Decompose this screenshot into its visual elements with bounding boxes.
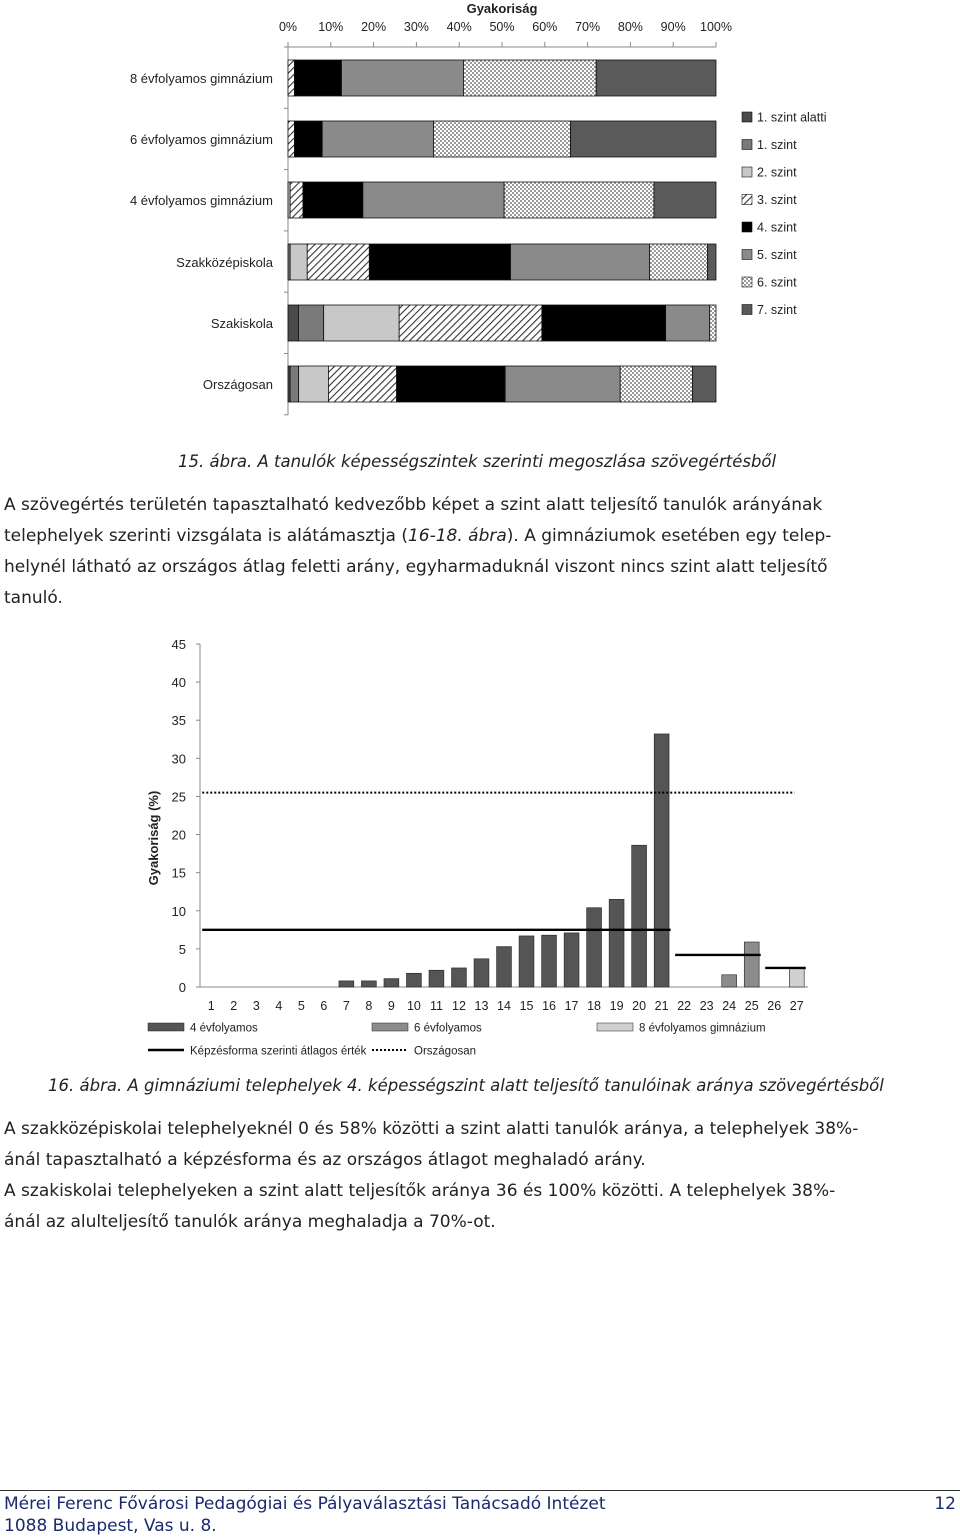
legend-swatch	[148, 1023, 184, 1031]
bar-segment	[307, 244, 369, 280]
y-tick-label: 30	[171, 751, 186, 767]
figure-15-caption: 15. ábra. A tanulók képességszintek szerinti megoszlása szövegértésből	[178, 452, 777, 471]
bar-segment	[504, 182, 654, 218]
bar	[722, 975, 737, 987]
bar-segment	[369, 244, 510, 280]
x-tick-label: 8	[365, 999, 373, 1013]
bar-segment	[693, 366, 716, 402]
paragraph-line: ánál tapasztalható a képzésforma és az országos átlagot meghaladó arány.	[4, 1150, 646, 1170]
bar	[452, 968, 467, 987]
category-label: 8 évfolyamos gimnázium	[129, 71, 273, 86]
legend-label: 4 évfolyamos	[190, 1022, 258, 1035]
page-number: 12	[934, 1494, 956, 1514]
x-tick-label: 80%	[617, 20, 643, 34]
bar	[564, 933, 579, 987]
x-tick-label: 14	[497, 999, 511, 1013]
x-tick-label: 10	[406, 999, 421, 1013]
bar-segment	[463, 60, 596, 96]
x-tick-label: 0%	[278, 20, 298, 34]
legend-swatch	[742, 277, 752, 287]
legend-label: 6 évfolyamos	[414, 1022, 482, 1035]
legend-label: 1. szint alatti	[757, 110, 827, 125]
paragraph-szakkozepiskola	[4, 1114, 956, 1176]
x-tick-label: 16	[542, 999, 556, 1013]
bar-segment	[288, 305, 298, 341]
bar-segment	[596, 60, 716, 96]
bar-segment	[294, 121, 322, 157]
x-tick-label: 23	[699, 999, 714, 1013]
bar-segment	[505, 366, 620, 402]
x-tick-label: 17	[564, 999, 579, 1013]
bar-segment	[298, 305, 323, 341]
bar	[654, 734, 669, 987]
x-tick-label: 6	[320, 999, 328, 1013]
paragraph-line: tanuló.	[4, 588, 63, 608]
x-tick-label: 24	[722, 999, 737, 1013]
x-tick-label: 25	[744, 999, 759, 1013]
x-tick-label: 70%	[575, 20, 601, 34]
bar-segment	[322, 121, 433, 157]
legend-swatch	[597, 1023, 633, 1031]
x-tick-label: 90%	[660, 20, 686, 34]
bar-segment	[288, 60, 294, 96]
bar-segment	[650, 244, 708, 280]
bar	[587, 908, 602, 987]
category-label: Országosan	[202, 377, 273, 392]
category-label: Szakközépiskola	[176, 255, 273, 270]
category-label: Szakiskola	[210, 316, 273, 331]
bar-segment	[666, 305, 710, 341]
bar	[744, 942, 759, 987]
y-tick-label: 20	[171, 827, 186, 843]
bar	[542, 935, 557, 987]
bar	[384, 979, 399, 987]
bar	[632, 845, 647, 987]
paragraph-line: ). A gimnáziumok esetében egy telep-	[506, 526, 832, 546]
bar	[406, 973, 421, 987]
bar	[789, 968, 804, 987]
y-tick-label: 5	[178, 941, 186, 957]
y-tick-label: 25	[171, 789, 186, 805]
x-tick-label: 18	[587, 999, 602, 1013]
paragraph-line: helynél látható az országos átlag feletti arány, egyharmaduknál viszont nincs szint alatt teljesítő	[4, 557, 828, 577]
legend-label: 3. szint	[757, 193, 797, 207]
x-tick-label: 5	[297, 999, 305, 1013]
legend-label: 1. szint	[757, 138, 797, 152]
x-tick-label: 1	[207, 999, 215, 1013]
paragraph-line: A szakközépiskolai telephelyeknél 0 és 58% közötti a szint alatti tanulók aránya, a telephelyek 38%-	[4, 1119, 859, 1139]
legend-label: 6. szint	[757, 275, 797, 290]
x-tick-label: 2	[230, 999, 238, 1013]
bar-segment	[328, 366, 396, 402]
bar	[497, 947, 512, 987]
bar	[339, 981, 354, 987]
x-tick-label: 4	[275, 999, 283, 1013]
y-tick-label: 35	[171, 713, 186, 729]
footer-organization: Mérei Ferenc Fővárosi Pedagógiai és Pályaválasztási Tanácsadó Intézet	[4, 1494, 606, 1514]
bar-segment	[290, 366, 299, 402]
bar-segment	[397, 366, 506, 402]
figure-16-caption: 16. ábra. A gimnáziumi telephelyek 4. képességszint alatt teljesítő tanulóinak aránya szövegértésből	[48, 1076, 884, 1095]
bar-segment	[290, 244, 307, 280]
x-tick-label: 40%	[446, 20, 472, 34]
bar-segment	[434, 121, 571, 157]
x-tick-label: 12	[452, 999, 466, 1013]
legend-swatch	[742, 112, 752, 122]
y-tick-label: 40	[171, 675, 186, 691]
figure-reference: 16-18. ábra	[407, 526, 507, 546]
x-tick-label: 50%	[489, 20, 515, 34]
bar-segment	[303, 182, 363, 218]
paragraph-intro	[4, 490, 956, 614]
bar-segment	[511, 244, 650, 280]
bar-segment	[707, 244, 716, 280]
x-tick-label: 20	[632, 999, 647, 1013]
paragraph-line: A szövegértés területén tapasztalható kedvezőbb képet a szint alatt teljesítő tanulók arányának	[4, 495, 823, 515]
legend-label: Képzésforma szerinti átlagos érték	[190, 1045, 367, 1058]
y-tick-label: 15	[171, 865, 186, 881]
legend-label: 7. szint	[757, 303, 797, 317]
bar	[429, 970, 444, 987]
x-tick-label: 22	[677, 999, 692, 1013]
x-tick-label: 19	[609, 999, 624, 1013]
bar	[361, 981, 376, 987]
bar-segment	[399, 305, 542, 341]
x-tick-label: 3	[252, 999, 260, 1013]
legend-label: 2. szint	[757, 165, 797, 180]
x-tick-label: 100%	[700, 20, 732, 34]
x-tick-label: 10%	[318, 20, 344, 34]
paragraph-line: ánál az alulteljesítő tanulók aránya meghaladja a 70%-ot.	[4, 1212, 496, 1232]
y-tick-label: 10	[171, 903, 186, 919]
bar-segment	[288, 121, 294, 157]
bar-segment	[710, 305, 716, 341]
bar-segment	[363, 182, 504, 218]
x-tick-label: 30%	[403, 20, 429, 34]
x-tick-label: 7	[342, 999, 350, 1013]
x-tick-label: 13	[474, 999, 489, 1013]
category-label: 4 évfolyamos gimnázium	[129, 193, 273, 208]
legend-label: 5. szint	[757, 248, 797, 262]
x-tick-label: 27	[789, 999, 804, 1013]
legend-swatch	[742, 305, 752, 315]
y-tick-label: 0	[178, 980, 186, 995]
legend-label: Országosan	[414, 1045, 477, 1058]
legend-swatch	[742, 140, 752, 150]
y-tick-label: 45	[171, 637, 186, 652]
bar-segment	[294, 60, 341, 96]
bar	[519, 936, 534, 987]
paragraph-line: A szakiskolai telephelyeken a szint alatt teljesítők aránya 36 és 100% közötti. A telephelyek 38%-	[4, 1181, 836, 1201]
bar-segment	[570, 121, 716, 157]
x-tick-label: 26	[767, 999, 782, 1013]
bar-segment	[324, 305, 400, 341]
bar-segment	[542, 305, 666, 341]
bar	[609, 899, 624, 987]
figure-15-stacked-bar-chart	[0, 0, 960, 440]
category-label: 6 évfolyamos gimnázium	[129, 132, 273, 147]
legend-swatch	[742, 167, 752, 177]
footer-divider	[0, 1490, 960, 1491]
bar-segment	[620, 366, 692, 402]
legend-swatch	[372, 1023, 408, 1031]
x-tick-label: 11	[429, 999, 443, 1013]
footer-address: 1088 Budapest, Vas u. 8.	[4, 1516, 217, 1536]
x-tick-label: 21	[654, 999, 669, 1013]
paragraph-szakiskola	[4, 1176, 956, 1238]
legend-swatch	[742, 195, 752, 205]
legend-label: 4. szint	[757, 220, 797, 235]
legend-swatch	[742, 250, 752, 260]
x-tick-label: 9	[387, 999, 395, 1013]
bar	[474, 959, 489, 987]
bar-segment	[654, 182, 716, 218]
paragraph-line: telephelyek szerinti vizsgálata is alátámasztja (	[4, 526, 408, 546]
bar-segment	[290, 182, 303, 218]
x-tick-label: 20%	[361, 20, 387, 34]
figure-16-bar-chart	[0, 620, 960, 1070]
legend-label: 8 évfolyamos gimnázium	[639, 1022, 766, 1035]
x-tick-label: 60%	[532, 20, 558, 34]
chart-title: Gyakoriság	[466, 1, 538, 16]
bar-segment	[342, 60, 464, 96]
bar-segment	[299, 366, 329, 402]
y-axis-label: Gyakoriság (%)	[146, 790, 161, 886]
legend-swatch	[742, 222, 752, 232]
x-tick-label: 15	[519, 999, 534, 1013]
